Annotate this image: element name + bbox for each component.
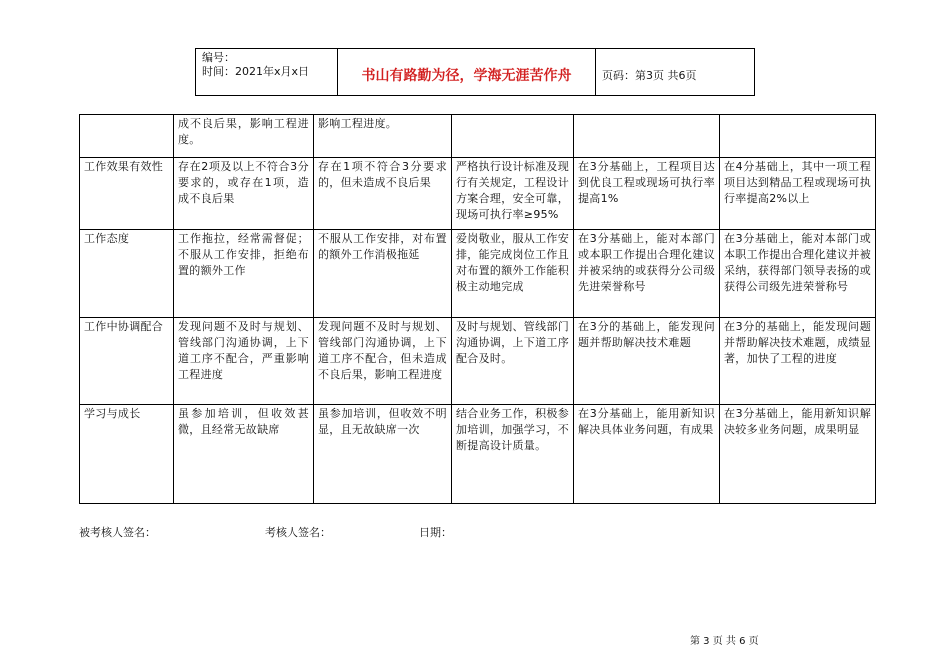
table-cell: 工作拖拉，经常需督促；不服从工作安排，拒绝布置的额外工作 (174, 230, 314, 317)
table-cell: 结合业务工作，积极参加培训，加强学习，不断提高设计质量。 (452, 404, 574, 503)
table-cell: 爱岗敬业，服从工作安排，能完成岗位工作且对布置的额外工作能积极主动地完成 (452, 230, 574, 317)
table-cell: 严格执行设计标准及现行有关规定，工程设计方案合理，安全可靠，现场可执行率≥95% (452, 157, 574, 230)
table-row (80, 230, 876, 317)
header-page-number: 页码：第3页 共6页 (602, 69, 697, 82)
table-cell: 在3分的基础上，能发现问题并帮助解决技术难题，成绩显著，加快了工程的进度 (720, 317, 876, 404)
table-cell: 发现问题不及时与规划、管线部门沟通协调，上下道工序不配合，但未造成不良后果，影响工程进度 (314, 317, 452, 404)
doc-time-label: 时间：2021年x月x日 (202, 65, 310, 78)
table-cell: 在3分基础上，能对本部门或本职工作提出合理化建议并被采纳的或获得分公司级先进荣誉称号 (574, 230, 720, 317)
criterion-cell (80, 115, 174, 158)
table-cell: 在3分基础上，工程项目达到优良工程或现场可执行率提高1% (574, 157, 720, 230)
table-row (80, 157, 876, 230)
header-meta (196, 49, 338, 95)
criterion-cell: 工作中协调配合 (80, 317, 174, 404)
table-cell (720, 115, 876, 158)
table-cell: 虽参加培训，但收效甚微，且经常无故缺席 (174, 404, 314, 503)
table-cell (452, 115, 574, 158)
table-cell: 在3分基础上，能用新知识解决较多业务问题，成果明显 (720, 404, 876, 503)
table-row (80, 404, 876, 503)
table-cell: 在3分基础上，能对本部门或本职工作提出合理化建议并被采纳，获得部门领导表扬的或获得公司级先进荣誉称号 (720, 230, 876, 317)
evaluation-table (79, 114, 876, 504)
signature-row (79, 524, 779, 540)
criterion-cell: 工作态度 (80, 230, 174, 317)
table-cell: 发现问题不及时与规划、管线部门沟通协调，上下道工序不配合，严重影响工程进度 (174, 317, 314, 404)
table-cell: 及时与规划、管线部门沟通协调，上下道工序配合及时。 (452, 317, 574, 404)
criterion-cell: 学习与成长 (80, 404, 174, 503)
table-row (80, 115, 876, 158)
table-row (80, 317, 876, 404)
doc-number-label: 编号： (202, 51, 235, 64)
date-label: 日期： (419, 526, 452, 539)
header-motto: 书山有路勤为径，学海无涯苦作舟 (338, 49, 596, 95)
examinee-signature-label: 被考核人签名： (79, 526, 156, 539)
table-cell: 影响工程进度。 (314, 115, 452, 158)
table-cell: 存在2项及以上不符合3分要求的，或存在1项，造成不良后果 (174, 157, 314, 230)
table-cell: 在4分基础上，其中一项工程项目达到精品工程或现场可执行率提高2%以上 (720, 157, 876, 230)
table-cell: 成不良后果，影响工程进度。 (174, 115, 314, 158)
table-cell: 存在1项不符合3分要求的，但未造成不良后果 (314, 157, 452, 230)
table-cell: 在3分的基础上，能发现问题并帮助解决技术难题 (574, 317, 720, 404)
table-cell: 在3分基础上，能用新知识解决具体业务问题，有成果 (574, 404, 720, 503)
examiner-signature-label: 考核人签名： (265, 526, 331, 539)
table-cell (574, 115, 720, 158)
table-cell: 不服从工作安排，对布置的额外工作消极拖延 (314, 230, 452, 317)
evaluation-table-body (80, 115, 876, 504)
page-header (195, 48, 755, 96)
table-cell: 虽参加培训，但收效不明显，且无故缺席一次 (314, 404, 452, 503)
criterion-cell: 工作效果有效性 (80, 157, 174, 230)
page-footer: 第 3 页 共 6 页 (690, 636, 759, 647)
